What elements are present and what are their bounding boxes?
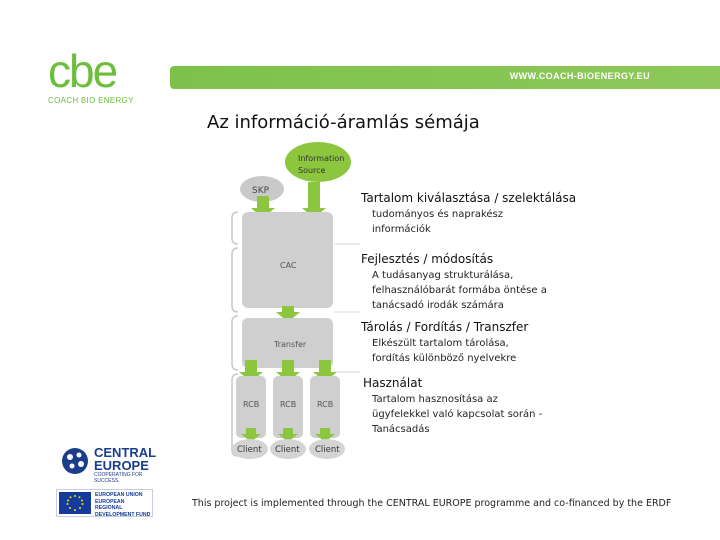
rcb-label-1: RCB xyxy=(243,400,260,409)
central-europe-line-2: EUROPE xyxy=(94,458,149,473)
central-europe-logo xyxy=(60,444,160,484)
central-europe-tagline: COOPERATING FOR SUCCESS. xyxy=(94,472,143,484)
step-description xyxy=(361,207,576,237)
step-line: felhasználóbarát formába öntése a xyxy=(372,285,547,296)
step-line: A tudásanyag strukturálása, xyxy=(372,270,514,281)
eu-line-1: EUROPEAN UNION xyxy=(95,492,143,498)
information-source-label-2: Source xyxy=(298,166,326,175)
client-label-3: Client xyxy=(315,445,340,455)
step-line: fordítás különböző nyelvekre xyxy=(372,353,517,364)
step-line: információk xyxy=(372,224,431,235)
website-url[interactable]: WWW.COACH-BIOENERGY.EU xyxy=(509,71,650,81)
step-line: Elkészült tartalom tárolása, xyxy=(372,338,509,349)
eu-logo xyxy=(56,489,153,517)
step-usage xyxy=(363,376,542,437)
step-selection xyxy=(361,191,576,237)
step-line: Tanácsadás xyxy=(372,424,430,435)
eu-line-2: EUROPEAN REGIONAL xyxy=(95,498,125,511)
logo-wordmark: cbe xyxy=(48,45,117,97)
eu-text xyxy=(95,492,152,518)
step-line: tanácsadó irodák számára xyxy=(372,300,504,311)
logo-subtitle: COACH BIO ENERGY xyxy=(48,96,134,105)
client-label-1: Client xyxy=(237,445,262,455)
central-europe-line-1: CENTRAL xyxy=(94,445,157,460)
step-heading: Fejlesztés / módosítás xyxy=(361,252,494,266)
step-heading: Tartalom kiválasztása / szelektálása xyxy=(361,191,577,205)
step-heading: Tárolás / Fordítás / Transzfer xyxy=(361,320,529,334)
central-europe-emblem-icon xyxy=(60,446,90,476)
cac-label: CAC xyxy=(280,261,297,270)
step-description xyxy=(363,392,542,437)
footer-note: This project is implemented through the CENTRAL EUROPE programme and co-financed by the ERDF xyxy=(192,498,672,509)
page-title: Az információ-áramlás sémája xyxy=(207,112,480,133)
rcb-label-2: RCB xyxy=(280,400,297,409)
client-label-2: Client xyxy=(275,445,300,455)
transfer-label: Transfer xyxy=(274,340,307,349)
step-development xyxy=(361,252,547,313)
cac-node xyxy=(242,212,333,308)
step-line: Tartalom hasznosítása az xyxy=(372,394,498,405)
step-description xyxy=(361,336,528,366)
eu-line-3: DEVELOPMENT FUND xyxy=(95,511,151,518)
information-source-label-1: Information xyxy=(298,154,345,163)
step-line: ügyfelekkel való kapcsolat során - xyxy=(372,409,543,420)
step-storage xyxy=(361,320,528,366)
eu-flag-icon xyxy=(59,492,91,514)
skp-label: SKP xyxy=(252,186,270,196)
stage-separators xyxy=(334,244,360,372)
step-description xyxy=(361,268,547,313)
rcb-label-3: RCB xyxy=(317,400,334,409)
step-heading: Használat xyxy=(363,376,423,390)
step-line: tudományos és naprakész xyxy=(372,209,503,220)
